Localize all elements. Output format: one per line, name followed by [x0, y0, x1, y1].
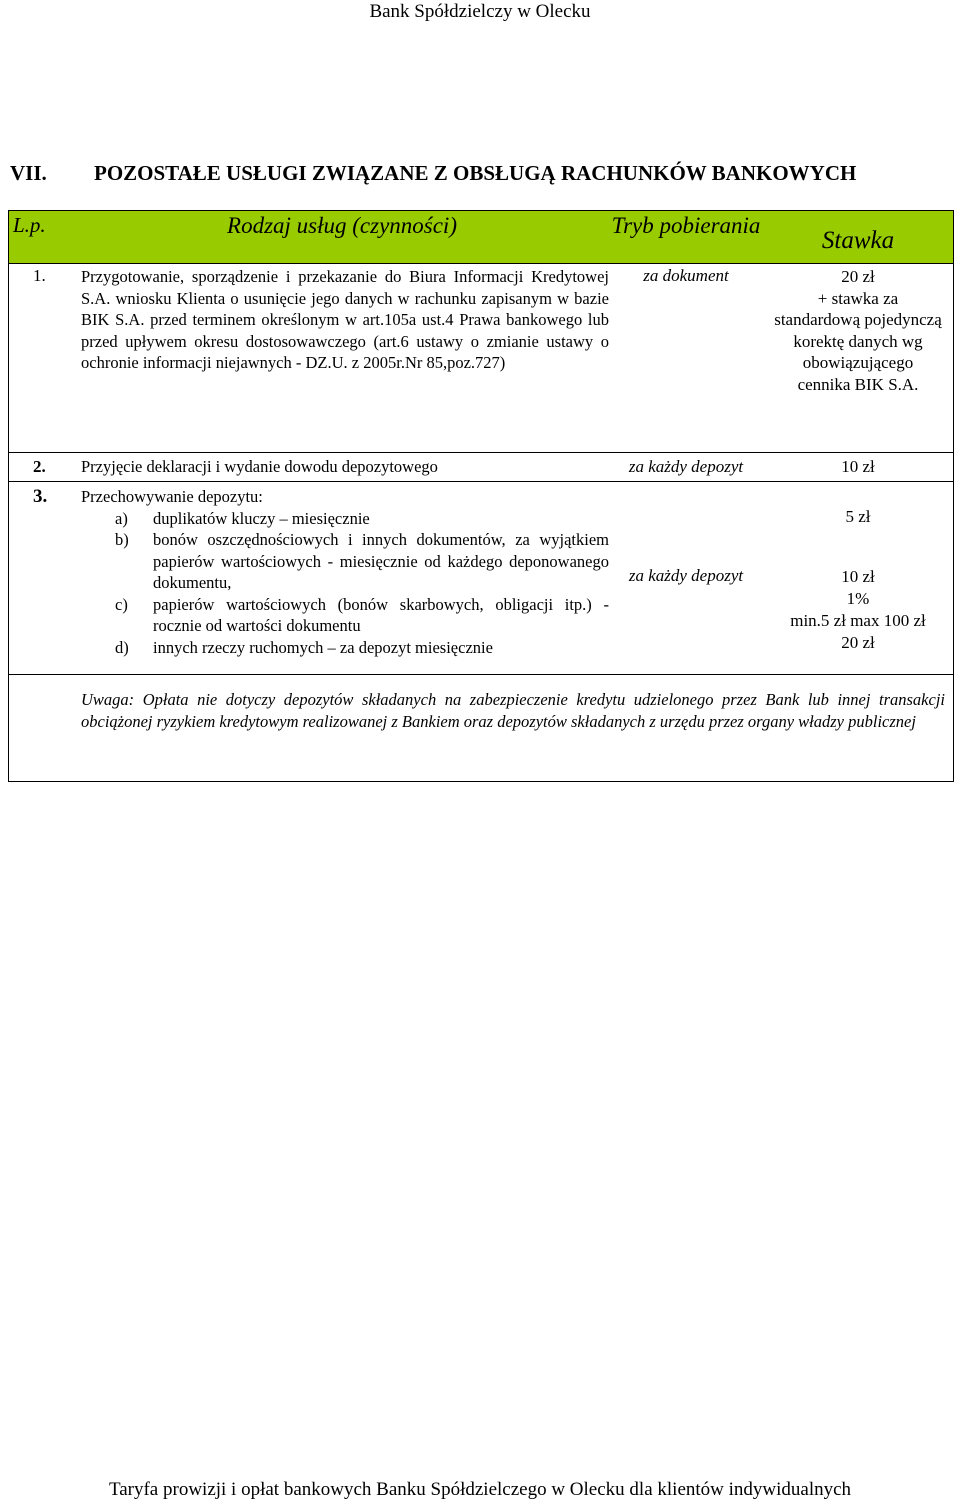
- table-note: [9, 675, 953, 781]
- rate-line: standardową pojedynczą: [774, 310, 942, 329]
- table-header: [9, 211, 953, 264]
- row-description: Przygotowanie, sporządzenie i przekazanie do Biura Informacji Kredytowej S.A. wniosku Klienta o usunięcie jego danych w rachunku zapisanym w bazie BIK S.A. przed terminem określonym w art.105a ust.4 Prawa bankowego lub przed upływem okresu dostosowawczego (art.6 ustawy o zmianie ustawy o ochronie informacji niejawnych - DZ.U. z 2005r.Nr 85,poz.727): [81, 267, 609, 372]
- rate-line: korektę danych wg: [793, 331, 923, 351]
- row-rate: 5 zł: [845, 507, 871, 526]
- list-item: [81, 508, 609, 530]
- list-item-letter: c): [115, 594, 128, 614]
- row-mode: za dokument: [643, 266, 729, 285]
- row-rate: min.5 zł max 100 zł: [790, 611, 926, 630]
- row-number: 2.: [33, 457, 46, 476]
- row-rate: 20 zł: [841, 633, 875, 652]
- fee-table: [8, 210, 954, 782]
- row-mode: za każdy depozyt: [628, 566, 744, 585]
- row-description-title: Przechowywanie depozytu:: [81, 487, 263, 506]
- row-description: [75, 486, 609, 674]
- page-header: Bank Spółdzielczy w Olecku: [369, 1, 591, 22]
- row-rate: 10 zł: [841, 567, 875, 586]
- section-heading: POZOSTAŁE USŁUGI ZWIĄZANE Z OBSŁUGĄ RACHUNKÓW BANKOWYCH: [94, 161, 857, 185]
- row-rate: 1%: [846, 589, 870, 608]
- list-item-text: bonów oszczędnościowych i innych dokumentów, za wyjątkiem papierów wartościowych - miesięcznie od każdego deponowanego dokumentu,: [153, 530, 609, 592]
- table-row: [9, 264, 953, 453]
- list-item-letter: d): [115, 637, 129, 657]
- table-row: [9, 453, 953, 482]
- note-label: Uwaga: [81, 690, 129, 709]
- header-lp: L.p.: [13, 213, 46, 237]
- section-number: VII.: [10, 161, 47, 185]
- list-item-text: innych rzeczy ruchomych – za depozyt miesięcznie: [153, 637, 493, 657]
- list-item-text: duplikatów kluczy – miesięcznie: [153, 508, 370, 528]
- list-item: [81, 529, 609, 594]
- list-item: [81, 637, 609, 659]
- row-rate: [763, 266, 953, 452]
- row-description: Przyjęcie deklaracji i wydanie dowodu depozytowego: [81, 457, 438, 477]
- header-rate: Stawka: [821, 227, 895, 254]
- row-mode: za każdy depozyt: [628, 457, 744, 476]
- note-text: : Opłata nie dotyczy depozytów składanych na zabezpieczenie kredytu udzielonego przez Bank lub innej transakcji obciążonej ryzykiem kredytowym realizowanej z Bankiem oraz depozytów składanych z urzędu przez organy władzy publicznej: [81, 690, 945, 731]
- header-collection-mode: Tryb pobierania: [611, 213, 761, 238]
- list-item: [81, 594, 609, 637]
- row-number: 3.: [33, 486, 48, 507]
- rate-line: 20 zł: [841, 267, 875, 286]
- header-description: Rodzaj usług (czynności): [227, 213, 457, 238]
- row-number: 1.: [33, 266, 46, 285]
- list-item-letter: a): [115, 508, 128, 528]
- row-rate: 10 zł: [841, 457, 875, 477]
- list-item-letter: b): [115, 530, 129, 549]
- rate-line: cennika BIK S.A.: [797, 374, 919, 394]
- rate-line: + stawka za: [817, 288, 899, 308]
- page-footer: Taryfa prowizji i opłat bankowych Banku Spółdzielczego w Olecku dla klientów indywidualnych: [108, 1479, 852, 1500]
- table-row: [9, 482, 953, 675]
- list-item-text: papierów wartościowych (bonów skarbowych, obligacji itp.) - rocznie od wartości dokumentu: [153, 594, 609, 635]
- rate-line: obowiązującego: [802, 353, 914, 372]
